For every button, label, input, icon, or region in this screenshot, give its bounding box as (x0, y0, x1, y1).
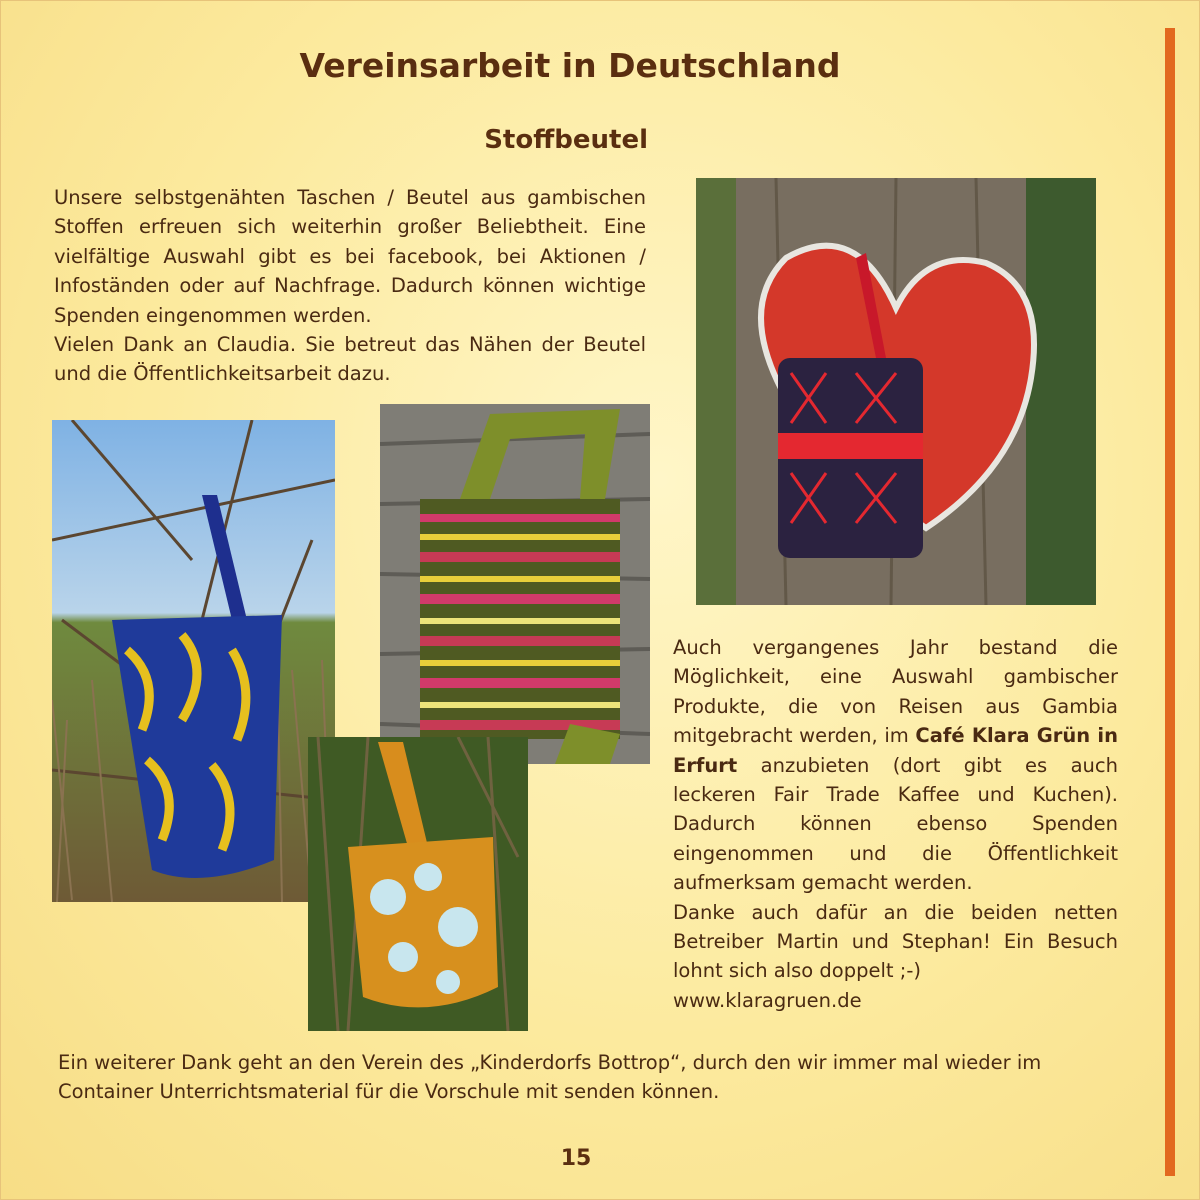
side-paragraph-1-start: Auch vergangenes Jahr bestand die Möglichkeit, eine Auswahl gambischer Produkte, die von Reisen aus Gambia mitgebracht werden, im (673, 636, 1118, 748)
photo-red-bag-tree (696, 178, 1096, 605)
side-paragraph-1 (673, 633, 1118, 898)
side-paragraph-1-end: anzubieten (dort gibt es auch leckeren Fair Trade Kaffee und Kuchen). Dadurch können ebenso Spenden eingenommen und die Öffentlichkeit aufmerksam gemacht werden. (673, 753, 1118, 895)
cafe-name: Café Klara Grün in Erfurt (673, 724, 1118, 777)
side-text (673, 633, 1118, 1015)
footer-text: Ein weiterer Dank geht an den Verein des „Kinderdorfs Bottrop“, durch den wir immer mal wieder im Container Unterrichtsmaterial für die Vorschule mit senden können. (58, 1051, 1042, 1104)
photo-striped-bag (380, 404, 650, 764)
intro-paragraph-1: Unsere selbstgenähten Taschen / Beutel aus gambischen Stoffen erfreuen sich weiterhin großer Beliebtheit. Eine vielfältige Auswahl gibt es bei facebook, bei Aktionen / Infoständen oder auf Nachfrage. Dadurch können wichtige Spenden eingenommen werden. (54, 186, 646, 327)
intro-paragraph-2: Vielen Dank an Claudia. Sie betreut das Nähen der Beutel und die Öffentlichkeitsarbeit dazu. (54, 333, 646, 386)
section-heading: Stoffbeutel (484, 125, 648, 155)
photo-orange-bag (308, 737, 528, 1031)
website-url: www.klaragruen.de (673, 988, 862, 1012)
page-title: Vereinsarbeit in Deutschland (299, 46, 841, 85)
page-number: 15 (560, 1146, 592, 1171)
accent-side-bar (1165, 28, 1175, 1176)
side-paragraph-2: Danke auch dafür an die beiden netten Betreiber Martin und Stephan! Ein Besuch lohnt sich also doppelt ;-) (673, 900, 1118, 983)
intro-text (54, 183, 646, 389)
photo-blue-bag (52, 420, 335, 902)
